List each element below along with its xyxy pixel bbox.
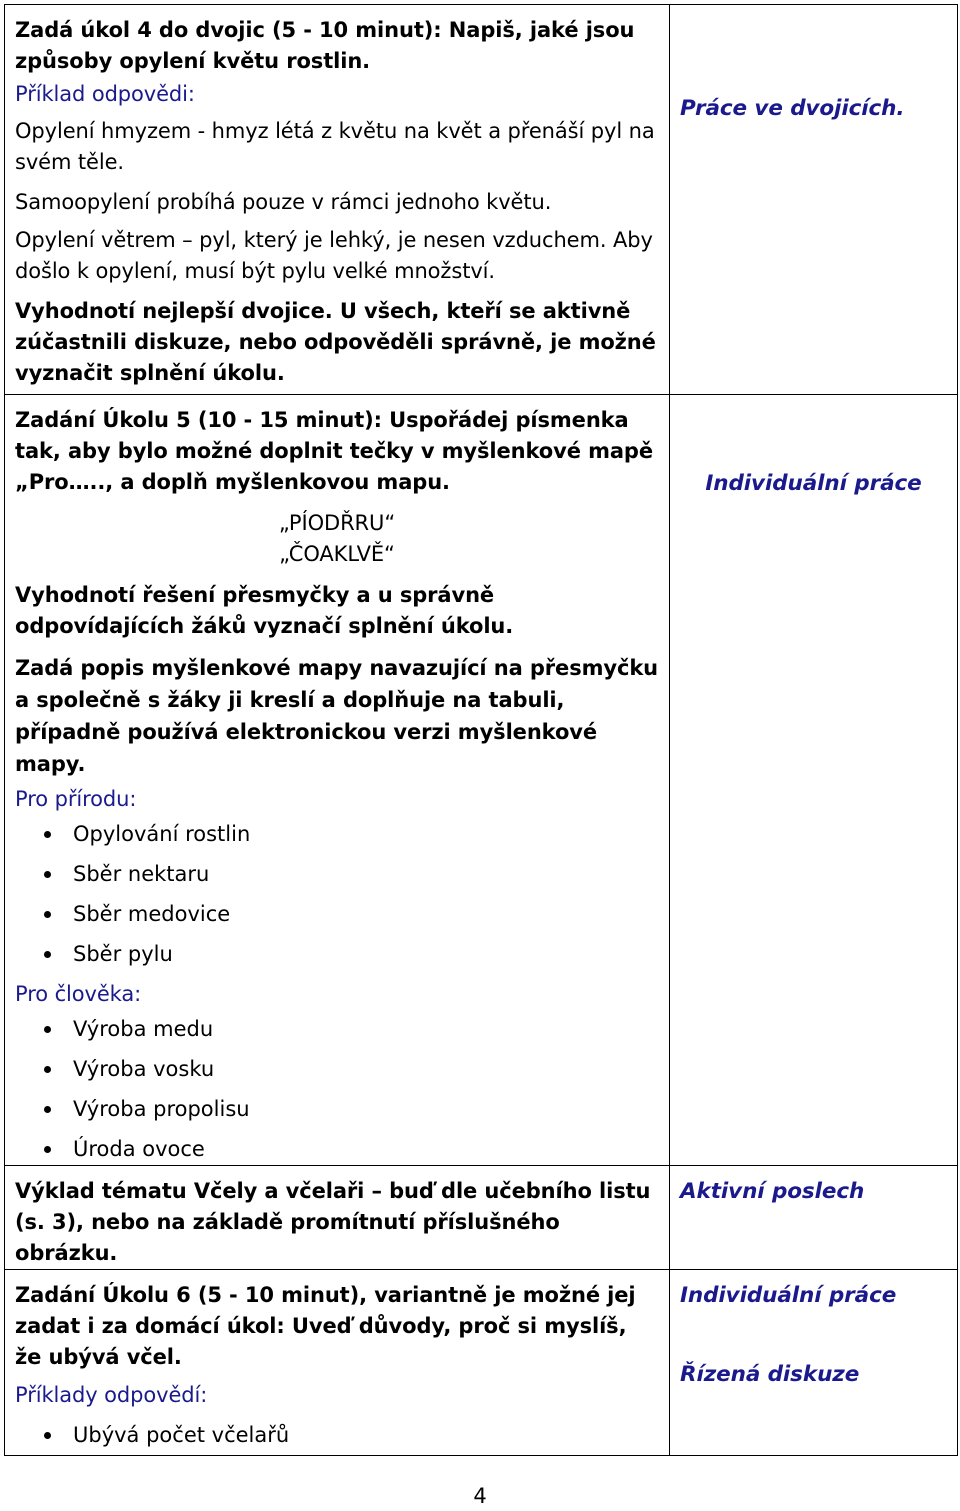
method-cell xyxy=(670,1166,958,1270)
anagram-2: „ČOAKLVĚ“ xyxy=(279,542,395,566)
method-label: Řízená diskuze xyxy=(680,1362,860,1387)
answer-2: Samoopylení probíhá pouze v rámci jednoho květu. xyxy=(15,190,552,214)
explanation-text: Výklad tématu Včely a včelaři – buď dle učebního listu (s. 3), nebo na základě promítnutí příslušného obrázku. xyxy=(15,1179,651,1265)
table-row xyxy=(5,1270,958,1456)
nature-heading: Pro přírodu: xyxy=(15,787,137,811)
list-item: Úroda ovoce xyxy=(15,1134,659,1165)
list-item: Sběr pylu xyxy=(15,939,659,970)
method-label: Aktivní poslech xyxy=(680,1179,865,1204)
method-cell xyxy=(670,395,958,1166)
list-item: Sběr medovice xyxy=(15,899,659,930)
method-label: Individuální práce xyxy=(705,471,922,496)
answer-3: Opylení větrem – pyl, který je lehký, je nesen vzduchem. Aby došlo k opylení, musí být pylu velké množství. xyxy=(15,228,653,283)
method-cell xyxy=(670,5,958,395)
method-label: Práce ve dvojicích. xyxy=(680,96,905,121)
reasons-list xyxy=(15,1420,659,1451)
example-label: Příklady odpovědí: xyxy=(15,1383,208,1407)
answer-1: Opylení hmyzem - hmyz létá z květu na květ a přenáší pyl na svém těle. xyxy=(15,119,655,174)
activity-cell xyxy=(5,1166,670,1270)
task-4-text: Zadá úkol 4 do dvojic (5 - 10 minut): Napiš, jaké jsou způsoby opylení květu rostlin. xyxy=(15,18,635,73)
anagram-1: „PÍODŘRU“ xyxy=(278,511,396,535)
list-item: Sběr nektaru xyxy=(15,859,659,890)
list-item: Výroba vosku xyxy=(15,1054,659,1085)
nature-list xyxy=(15,819,659,970)
page-number: 4 xyxy=(473,1484,487,1508)
human-list xyxy=(15,1014,659,1165)
table-row xyxy=(5,5,958,395)
evaluation-text: Vyhodnotí nejlepší dvojice. U všech, kteří se aktivně zúčastnili diskuze, nebo odpověděli správně, je možné vyznačit splnění úkolu. xyxy=(15,299,656,385)
list-item: Výroba medu xyxy=(15,1014,659,1045)
activity-cell xyxy=(5,1270,670,1456)
list-item: Opylování rostlin xyxy=(15,819,659,850)
table-row xyxy=(5,395,958,1166)
example-label: Příklad odpovědi: xyxy=(15,82,195,106)
activity-cell xyxy=(5,5,670,395)
human-heading: Pro člověka: xyxy=(15,982,142,1006)
method-label: Individuální práce xyxy=(680,1283,897,1308)
method-cell xyxy=(670,1270,958,1456)
mindmap-task-text: Zadá popis myšlenkové mapy navazující na přesmyčku a společně s žáky ji kreslí a doplňuje na tabuli, případně používá elektronickou verzi myšlenkové mapy. xyxy=(15,656,659,776)
task-6-text: Zadání Úkolu 6 (5 - 10 minut), variantně je možné jej zadat i za domácí úkol: Uveď důvody, proč si myslíš, že ubývá včel. xyxy=(15,1283,636,1369)
lesson-plan-table xyxy=(4,4,958,1456)
activity-cell xyxy=(5,395,670,1166)
list-item: Výroba propolisu xyxy=(15,1094,659,1125)
table-row xyxy=(5,1166,958,1270)
list-item: Ubývá počet včelařů xyxy=(15,1420,659,1451)
evaluation-text: Vyhodnotí řešení přesmyčky a u správně odpovídajících žáků vyznačí splnění úkolu. xyxy=(15,583,514,638)
task-5-text: Zadání Úkolu 5 (10 - 15 minut): Uspořádej písmenka tak, aby bylo možné doplnit tečky v myšlenkové mapě „Pro….., a doplň myšlenkovou mapu. xyxy=(15,408,654,494)
